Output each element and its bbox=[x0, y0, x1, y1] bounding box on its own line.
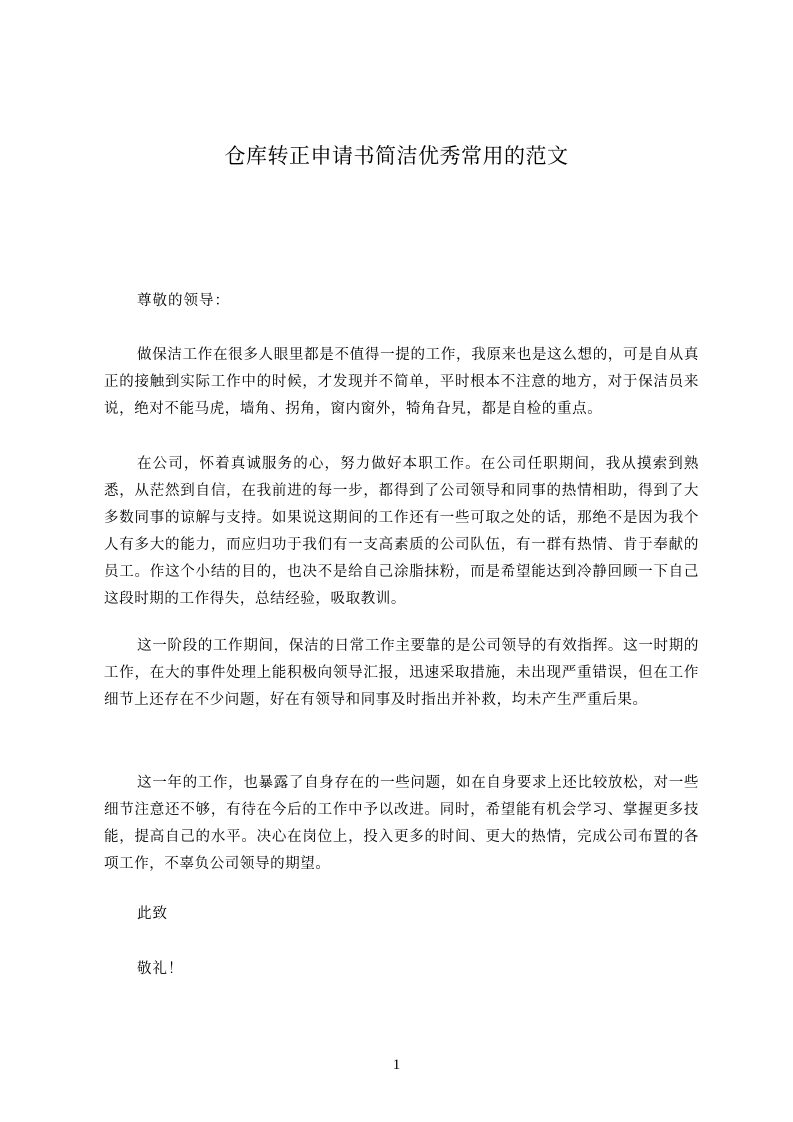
body-paragraph-4: 这一年的工作，也暴露了自身存在的一些问题，如在自身要求上还比较放松，对一些细节注意还不够，有待在今后的工作中予以改进。同时，希望能有机会学习、掌握更多技能，提高自己的水平。决心在岗位上，投入更多的时间、更大的热情，完成公司布置的各项工作，不辜负公司领导的期望。 bbox=[104, 775, 699, 872]
page-number: 1 bbox=[392, 1057, 401, 1073]
closing-line-1: 此致 bbox=[137, 906, 168, 922]
body-paragraph-3: 这一阶段的工作期间，保洁的日常工作主要靠的是公司领导的有效指挥。这一时期的工作，在大的事件处理上能积极向领导汇报，迅速采取措施，未出现严重错误，但在工作细节上还存在不少问题，好在有领导和同事及时指出并补救，均未产生严重后果。 bbox=[104, 638, 699, 708]
body-paragraph-1: 做保洁工作在很多人眼里都是不值得一提的工作，我原来也是这么想的，可是自从真正的接触到实际工作中的时候，才发现并不简单，平时根本不注意的地方，对于保洁员来说，绝对不能马虎，墙角、拐角，窗内窗外，犄角旮旯，都是自检的重点。 bbox=[104, 347, 699, 417]
closing-line-2: 敬礼！ bbox=[137, 961, 184, 977]
document-title: 仓库转正申请书简洁优秀常用的范文 bbox=[224, 144, 569, 168]
body-paragraph-2: 在公司，怀着真诚服务的心，努力做好本职工作。在公司任职期间，我从摸索到熟悉，从茫然到自信，在我前进的每一步，都得到了公司领导和同事的热情相助，得到了大多数同事的谅解与支持。如果说这期间的工作还有一些可取之处的话，那绝不是因为我个人有多大的能力，而应归功于我们有一支高素质的公司队伍，有一群有热情、肯于奉献的员工。作这个小结的目的，也决不是给自己涂脂抹粉，而是希望能达到冷静回顾一下自己这段时期的工作得失，总结经验，吸取教训。 bbox=[104, 456, 699, 607]
salutation: 尊敬的领导： bbox=[137, 293, 230, 309]
